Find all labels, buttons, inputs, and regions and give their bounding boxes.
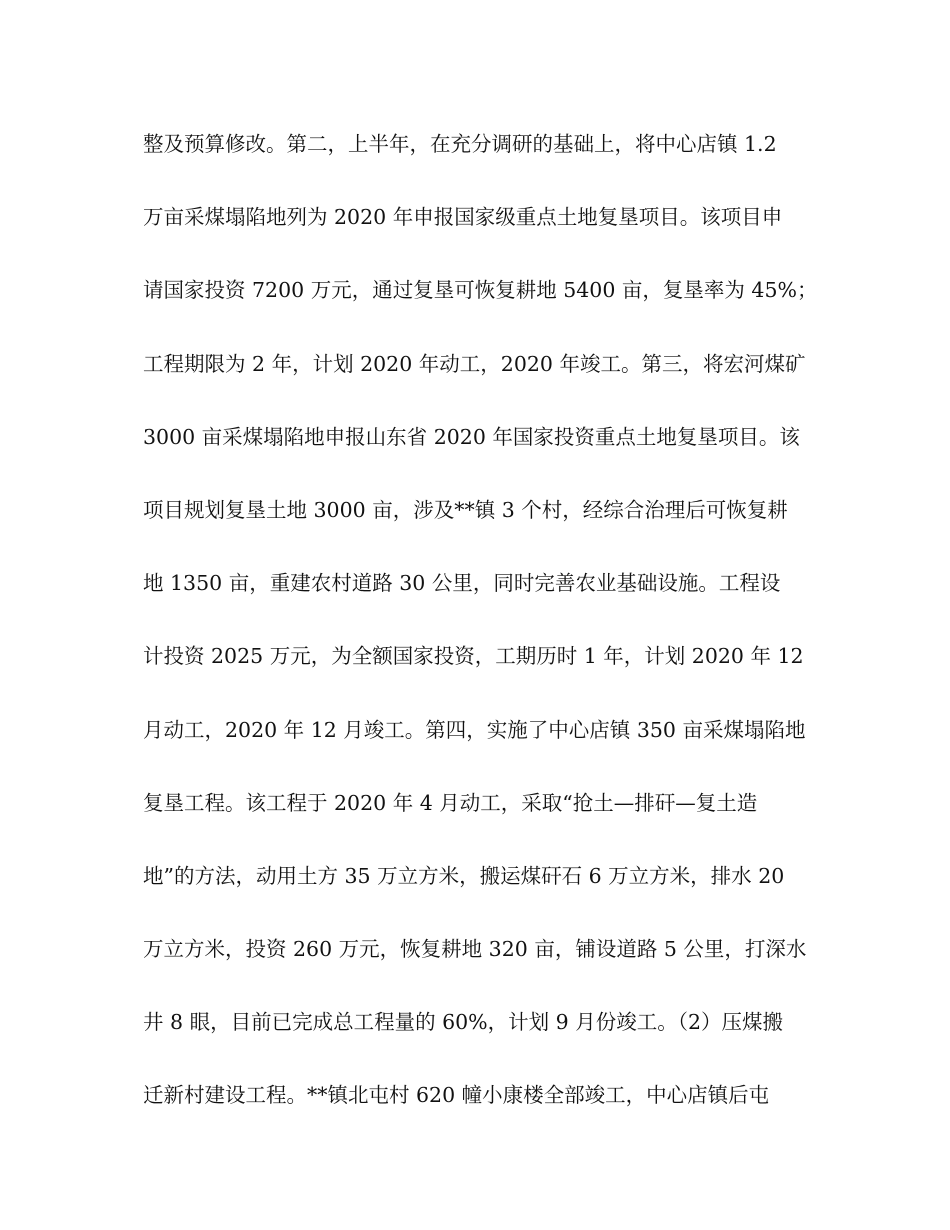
text-line: 项目规划复垦土地 3000 亩，涉及**镇 3 个村，经综合治理后可恢复耕	[143, 497, 788, 522]
text-line: 万立方米，投资 260 万元，恢复耕地 320 亩，铺设道路 5 公里，打深水	[143, 937, 807, 962]
document-body	[143, 122, 823, 1147]
text-line: 地 1350 亩，重建农村道路 30 公里，同时完善农业基础设施。工程设	[143, 571, 781, 596]
text-line: 迁新村建设工程。**镇北屯村 620 幢小康楼全部竣工，中心店镇后屯	[143, 1083, 770, 1108]
text-line: 3000 亩采煤塌陷地申报山东省 2020 年国家投资重点土地复垦项目。该	[143, 424, 800, 449]
text-line: 地”的方法，动用土方 35 万立方米，搬运煤矸石 6 万立方米，排水 20	[143, 863, 785, 888]
text-line: 井 8 眼，目前已完成总工程量的 60%，计划 9 月份竣工。（2）压煤搬	[143, 1010, 784, 1035]
text-line: 计投资 2025 万元，为全额国家投资，工期历时 1 年，计划 2020 年 12	[143, 644, 804, 669]
text-line: 工程期限为 2 年，计划 2020 年动工，2020 年竣工。第三，将宏河煤矿	[143, 351, 806, 376]
text-line: 万亩采煤塌陷地列为 2020 年申报国家级重点土地复垦项目。该项目申	[143, 205, 783, 230]
text-line: 请国家投资 7200 万元，通过复垦可恢复耕地 5400 亩，复垦率为 45%；	[143, 278, 818, 303]
text-line: 月动工，2020 年 12 月竣工。第四，实施了中心店镇 350 亩采煤塌陷地	[143, 717, 806, 742]
text-line: 整及预算修改。第二，上半年，在充分调研的基础上，将中心店镇 1.2	[143, 132, 777, 156]
text-line: 复垦工程。该工程于 2020 年 4 月动工，采取“抢土—排矸—复土造	[143, 790, 758, 815]
